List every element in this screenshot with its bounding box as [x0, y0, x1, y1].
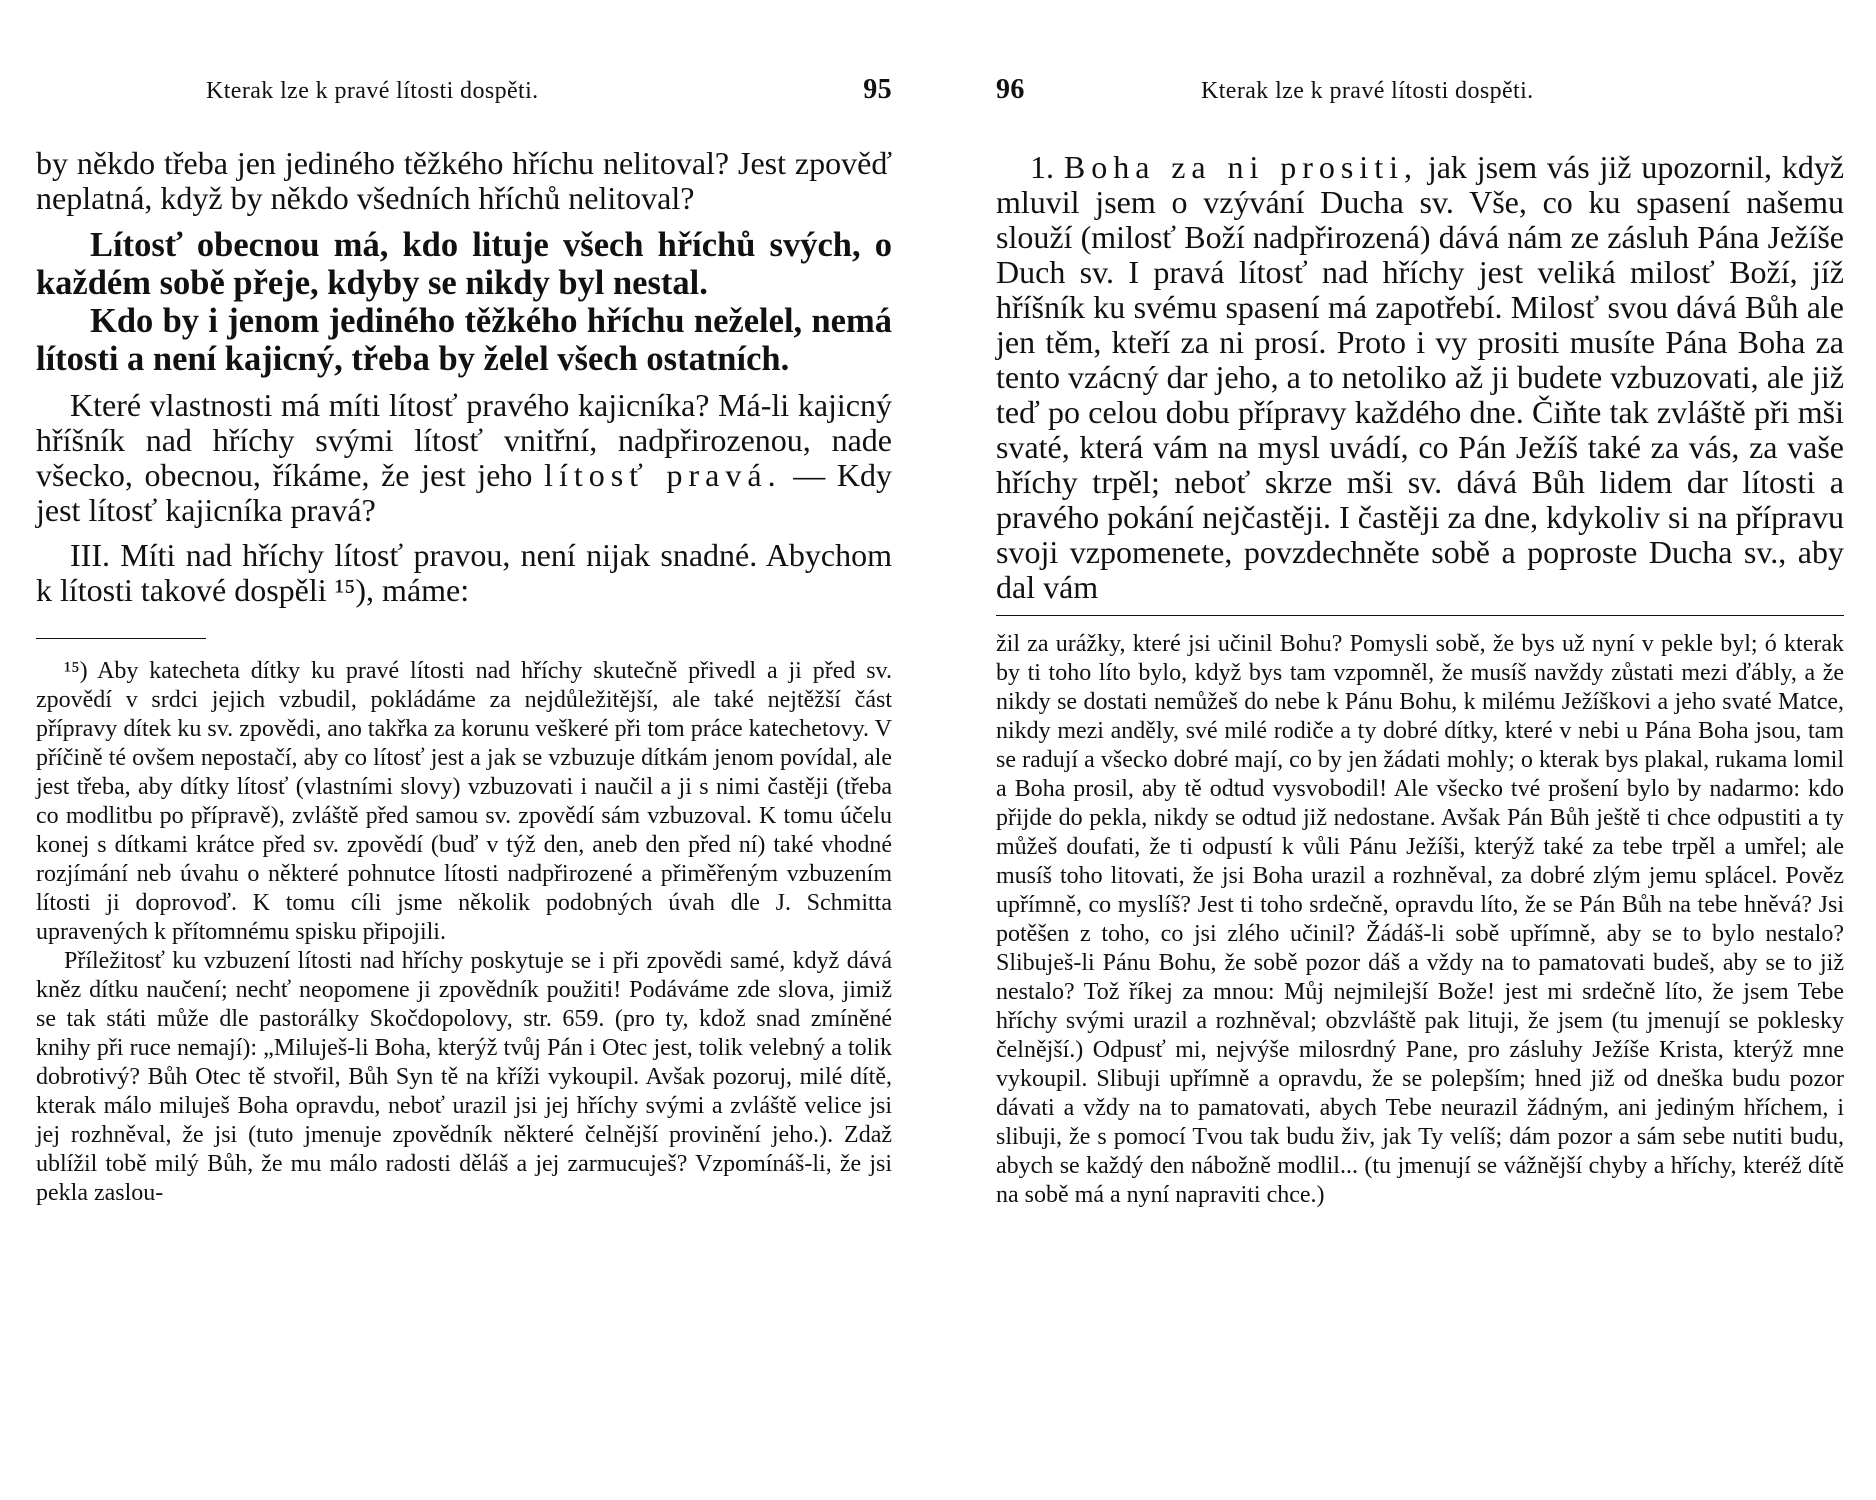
paragraph	[36, 388, 892, 528]
left-body	[36, 146, 892, 1208]
running-head-title: Kterak lze k pravé lítosti dospěti.	[206, 78, 539, 104]
page-number: 95	[863, 74, 892, 105]
right-page	[996, 0, 1844, 1500]
text-run: — Kdy jest lítosť kajicníka pravá?	[36, 457, 893, 528]
footnote-rule	[996, 615, 1844, 616]
paragraph	[996, 150, 1844, 605]
page-number: 96	[996, 74, 1025, 105]
text-run: jak jsem vás již upozornil, když mluvil jsem o vzývání Ducha sv. Vše, co ku spasení našemu slouží (milosť Boží nadpřirozená) dává nám ze zásluh Pána Ježíše Duch sv. I pravá lítosť nad hříchy jest veliká milosť Boží, jíž hříšník ku svému spasení má zapotřebí. Milosť svou dává Bůh ale jen těm, kteří za ni prosí. Proto i vy prositi musíte Pána Boha za tento vzácný dar jeho, a to netoliko až ji budete vzbuzovati, ale již teď po celou dobu přípravy každého dne. Čiňte tak zvláště při mši svaté, která vám na mysl uvádí, co Pán Ježíš také za vás, za vaše hříchy trpěl; neboť skrze mši sv. dává Bůh lidem dar lítosti a pravého pokání nejčastěji. I častěji za dne, kdykoliv si na přípravu svoji vzpomenete, povzdechněte sobě a poproste Ducha sv., aby dal vám	[996, 149, 1845, 605]
running-head-title: Kterak lze k pravé lítosti dospěti.	[1201, 78, 1534, 104]
right-running-head	[996, 74, 1844, 114]
footnote-rule	[36, 638, 206, 639]
section-heading-paragraph: III. Míti nad hříchy lítosť pravou, není nijak snadné. Abychom k lítosti takové dospěli ¹⁵), máme:	[36, 537, 892, 608]
footnote: ¹⁵) Aby katecheta dítky ku pravé lítosti nad hříchy skutečně přivedl a ji před sv. zpovědí v srdci jejich vzbudil, pokládáme za nejdůležitější, ale také nejtěžší část přípravy dítek ku sv. zpovědi, ano takřka za korunu veškeré při tom práce katechetovy. V příčině té ovšem nepostačí, aby co lítosť jest a jak se vzbuzuje dítkám jenom povídal, ale jest třeba, aby dítky lítosť (vlastními slovy) vzbuzovati i naučil a ji s nimi častěji (třeba co modlitbu po přípravě), zvláště před samou sv. zpovědí sám vzbuzoval. K tomu účelu konej s dítkami krátce před sv. zpovědí (buď v týž den, aneb den před ní) také vhodné rozjímání neb úvahu o některé pohnutce lítosti nadpřirozené a přiměřeným vzbuzením lítosti ji doprovoď. K tomu cíli jsme několik podobných úvah dle J. Schmitta upravených k přítomnému spisku připojili.	[36, 658, 892, 945]
text-run: 1.	[1030, 149, 1054, 185]
bold-definition: Lítosť obecnou má, kdo lituje všech hříchů svých, o každém sobě přeje, kdyby se nikdy byl nestal.	[36, 226, 892, 302]
bold-definition: Kdo by i jenom jediného těžkého hříchu neželel, nemá lítosti a není kajicný, třeba by želel všech ostatních.	[36, 302, 892, 378]
text-run: Které vlastnosti má míti lítosť pravého kajicníka? Má-li kajicný hříšník nad hříchy svými lítosť vnitřní, nadpřirozenou, nade všecko, obecnou, říkáme, že jest jeho	[36, 387, 892, 493]
left-page	[36, 0, 892, 1500]
spaced-emphasis: Boha za ni prositi,	[1063, 149, 1418, 185]
spaced-emphasis: lítosť pravá.	[544, 457, 782, 493]
footnote-continuation: žil za urážky, které jsi učinil Bohu? Pomysli sobě, že bys už nyní v pekle byl; ó kterak by ti toho líto bylo, když bys tam vzpomněl, že musíš navždy zůstati mezi ďábly, a že nikdy se dostati nemůžeš do nebe k Pánu Bohu, k milému Ježíškovi a jeho svaté Matce, nikdy mezi anděly, své milé rodiče a ty dobré dítky, které v nebi u Pána Boha jsou, tam se radují a všecko dobré mají, co by jen žádati mohly; o kterak bys plakal, rukama lomil a Boha prosil, aby tě odtud vysvobodil! Ale všecko tvé prošení bylo by nadarmo: kdo přijde do pekla, nikdy se odtud již nedostane. Avšak Pán Bůh ještě ti chce odpustiti a ty můžeš doufati, že ti odpustí k vůli Pánu Ježíši, kterýž také za tebe trpěl a umřel; ale musíš toho litovati, že jsi Boha urazil a rozhněval, za dobré zlým jemu splácel. Pověz upřímně, co myslíš? Jest ti toho srdečně, opravdu líto, že se Pán Bůh na tebe hněvá? Jsi potěšen z toho, co jsi zlého učinil? Žádáš-li sobě upřímně, aby se to bylo nestalo? Slibuješ-li Pánu Bohu, že sobě pozor dáš a vždy na to pamatovati budeš, aby se to již nestalo? Tož říkej za mnou: Můj nejmilejší Bože! jest mi srdečně líto, že jsem Tebe hříchy svými urazil a rozhněval; obzvláště pak lituji, že jsem (tu jmenují se poklesky čelnější.) Odpusť mi, nejvýše milosrdný Pane, pro zásluhy Ježíše Krista, kterýž mne vykoupil. Slibuji upřímně a opravdu, že se polepším; hned již od dneška budu pozor dávati a vždy na to pamatovati, abych Tebe neurazil žádným, ani jediným hříchem, i slibuji, že s pomocí Tvou tak budu živ, jak Ty velíš; dám pozor a sám sebe nutiti budu, abych se každý den nábožně modlil... (tu jmenují se vážnější chyby a hříchy, kteréž dítě na sobě má a nyní napraviti chce.)	[996, 631, 1844, 1208]
paragraph: by někdo třeba jen jediného těžkého hříchu nelitoval? Jest zpověď neplatná, když by někdo všedních hříchů nelitoval?	[36, 145, 892, 216]
left-running-head	[36, 74, 892, 114]
right-body	[996, 150, 1844, 1210]
footnote: Příležitosť ku vzbuzení lítosti nad hříchy poskytuje se i při zpovědi samé, když dává kněz dítku naučení; nechť neopomene ji zpovědník použiti! Podáváme zde slova, jimiž se tak státi může dle pastorálky Skočdopolovy, str. 659. (pro ty, kdož snad zmíněné knihy při ruce nemají): „Miluješ-li Boha, kterýž tvůj Pán i Otec jest, tolik velebný a tolik dobrotivý? Bůh Otec tě stvořil, Bůh Syn tě na kříži vykoupil. Avšak pozoruj, milé dítě, kterak málo miluješ Boha opravdu, neboť urazil jsi jej hříchy svými a zvláště velice jsi jej rozhněval, že jsi (tuto jmenuje zpovědník některé čelnější provinění jeho.). Zdaž ublížil tobě milý Bůh, že mu málo radosti děláš a jej zarmucuješ? Vzpomínáš-li, že jsi pekla zaslou-	[36, 948, 892, 1206]
